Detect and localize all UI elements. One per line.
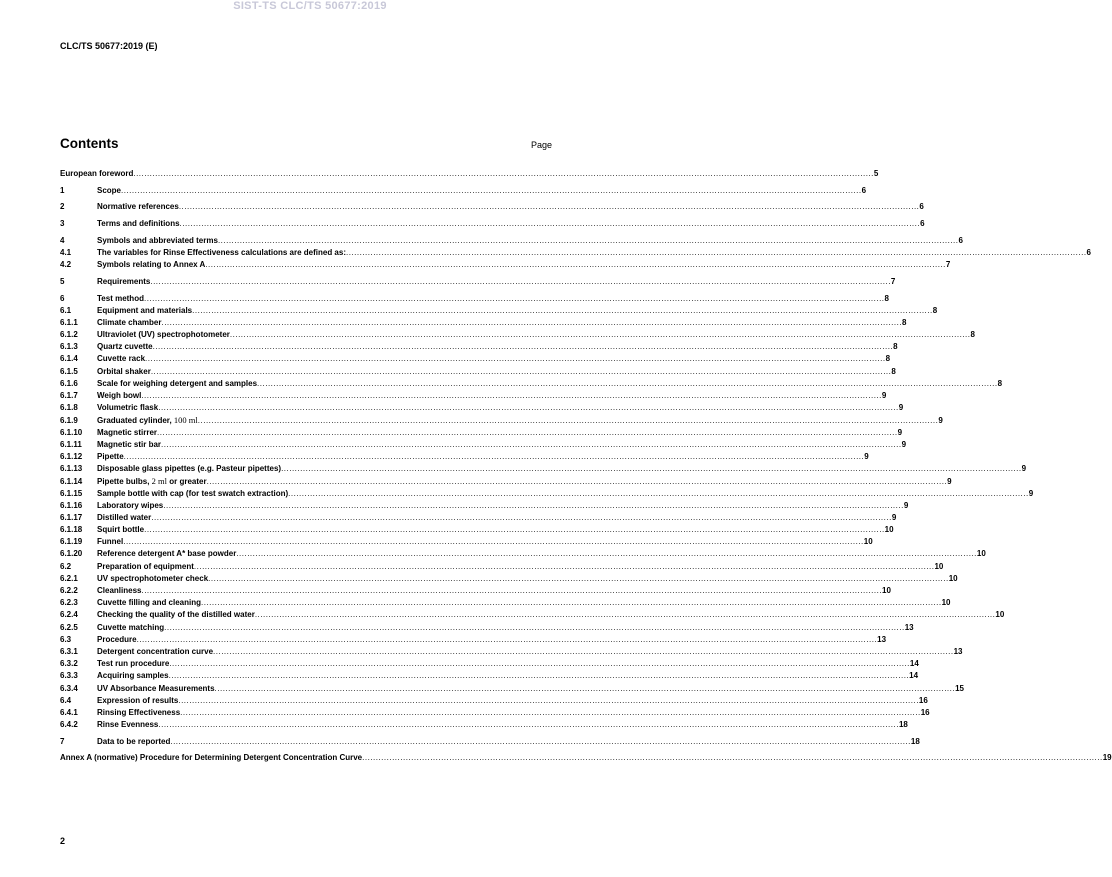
toc-entry-title (97, 293, 144, 305)
toc-entry-number: 6.4.2 (60, 720, 78, 730)
toc-entry-title-text: Reference detergent A* base powder (97, 549, 237, 559)
toc-entry-page: 8 (970, 330, 975, 340)
toc-entry[interactable] (60, 634, 887, 646)
toc-entry[interactable] (60, 218, 925, 230)
toc-entry[interactable] (60, 561, 944, 573)
toc-entry[interactable] (60, 317, 907, 329)
toc-entry[interactable] (60, 390, 887, 402)
toc-entry-number: 6.1.19 (60, 537, 83, 547)
toc-entry-number: 6.4 (60, 695, 72, 705)
toc-entry-number: 6.4.1 (60, 707, 78, 717)
toc-entry-title (97, 378, 257, 390)
watermark: SIST-TS CLC/TS 50677:2019 (233, 0, 387, 12)
toc-entry-title (97, 427, 157, 439)
toc-entry-page: 13 (953, 646, 963, 656)
table-of-contents (60, 168, 1112, 765)
toc-entry-title-text: Scope (97, 185, 122, 195)
toc-entry[interactable] (60, 276, 896, 288)
toc-entry[interactable] (60, 500, 909, 512)
toc-entry-number: 6.1.10 (60, 427, 83, 437)
toc-entry-number: 6.3.3 (60, 671, 78, 681)
page-column-label: Page (531, 140, 553, 150)
toc-entry-title-text: Procedure (97, 634, 137, 644)
toc-entry[interactable] (60, 378, 1003, 390)
toc-entry-page: 10 (995, 610, 1005, 620)
toc-entry-page: 10 (884, 525, 894, 535)
toc-entry-title-text: Orbital shaker (97, 366, 151, 376)
toc-entry[interactable] (60, 488, 1034, 500)
toc-entry-page: 8 (997, 378, 1003, 388)
toc-entry-title (97, 305, 192, 317)
toc-entry-page: 6 (919, 202, 924, 212)
toc-entry-title (97, 634, 137, 646)
toc-entry[interactable] (60, 439, 907, 451)
toc-entry[interactable] (60, 573, 958, 585)
dot-leader (150, 276, 891, 288)
toc-entry[interactable] (60, 305, 938, 317)
dot-leader (180, 707, 921, 719)
toc-entry-page: 16 (920, 707, 930, 717)
toc-entry-page: 10 (882, 586, 891, 595)
toc-entry-title-text: Pipette (97, 451, 124, 461)
toc-entry-title (97, 366, 151, 378)
dot-leader (141, 390, 882, 402)
toc-entry[interactable] (60, 683, 964, 695)
toc-entry-number: 6.2.5 (60, 622, 78, 632)
toc-entry-page: 8 (884, 293, 889, 303)
toc-entry-number: 6.1.18 (60, 525, 83, 535)
toc-entry-number: 6.1.11 (60, 439, 82, 449)
toc-entry-title (97, 548, 236, 560)
toc-entry-number: 6.2.3 (60, 598, 78, 608)
toc-entry-title-text: Rinse Evenness (97, 720, 159, 730)
toc-entry-number: 6.2.1 (60, 573, 78, 583)
toc-entry-number: 4.2 (60, 260, 72, 270)
toc-entry-page: 9 (947, 477, 952, 487)
toc-entry-title (97, 524, 144, 536)
toc-entry-page: 13 (877, 634, 887, 644)
dot-leader (144, 524, 885, 536)
toc-entry-title (97, 317, 161, 329)
dot-leader (180, 218, 921, 230)
toc-entry[interactable] (60, 512, 897, 524)
toc-entry-number: 6.3.2 (60, 659, 78, 669)
dot-leader (169, 670, 910, 682)
toc-entry-page: 10 (976, 549, 986, 559)
toc-entry[interactable] (60, 329, 975, 341)
toc-entry[interactable] (60, 168, 879, 180)
toc-entry-number: 6.1.9 (60, 416, 78, 426)
toc-entry-number: 6.1.14 (60, 477, 83, 487)
toc-entry-number: 6.2.2 (60, 586, 78, 595)
toc-entry[interactable] (60, 402, 904, 414)
toc-entry-number: 1 (60, 185, 65, 195)
toc-entry-page: 9 (891, 512, 897, 522)
toc-entry[interactable] (60, 670, 919, 682)
toc-entry-title (97, 609, 255, 621)
toc-entry-page: 9 (1021, 464, 1027, 474)
toc-entry[interactable] (60, 658, 919, 670)
toc-entry-page: 7 (945, 260, 951, 270)
toc-entry-number: 6 (60, 293, 65, 303)
toc-entry-title (60, 168, 133, 180)
toc-entry-number: 2 (60, 202, 65, 212)
toc-entry-title-text: Preparation of equipment (97, 561, 194, 571)
toc-entry-title-text: Graduated cylinder, (97, 416, 174, 426)
toc-entry-title-text: Magnetic stir bar (97, 439, 162, 449)
dot-leader (124, 451, 865, 463)
toc-entry-number: 6.1.20 (60, 549, 83, 559)
toc-entry-page: 14 (909, 659, 919, 669)
toc-entry-page: 9 (938, 416, 943, 426)
toc-entry-title (97, 488, 288, 500)
toc-entry-page: 19 (1102, 753, 1112, 763)
toc-entry-title-text: Test run procedure (97, 659, 170, 669)
toc-entry-title-text: European foreword (60, 169, 134, 178)
toc-entry-number: 6.1 (60, 305, 72, 315)
toc-entry-number: 6.1.1 (60, 317, 78, 327)
toc-entry-title (97, 670, 169, 682)
toc-entry-title (97, 719, 158, 731)
toc-entry-number: 6.1.7 (60, 391, 78, 400)
toc-entry[interactable] (60, 609, 1005, 621)
dot-leader (145, 353, 886, 365)
dot-leader (141, 585, 882, 597)
toc-entry-title-text: UV spectrophotometer check (97, 573, 209, 583)
dot-leader (169, 658, 910, 670)
toc-entry-title (97, 683, 215, 695)
toc-entry[interactable] (60, 736, 920, 748)
toc-entry-number: 6.2 (60, 561, 72, 571)
toc-entry[interactable] (60, 353, 891, 365)
toc-entry-title (97, 259, 205, 271)
toc-entry-title (97, 218, 180, 230)
toc-entry-page: 8 (891, 366, 896, 376)
toc-entry-page: 6 (958, 235, 963, 245)
toc-entry-page: 10 (863, 537, 873, 547)
toc-entry-title (97, 585, 141, 597)
toc-entry-title-text: Cleanliness (97, 586, 142, 595)
toc-entry-page: 8 (902, 317, 907, 327)
toc-entry[interactable] (60, 259, 951, 271)
toc-entry-title-text: Acquiring samples (97, 671, 169, 681)
toc-entry-title (60, 752, 362, 764)
dot-leader (257, 378, 998, 390)
toc-entry-title (97, 658, 169, 670)
toc-entry-page: 8 (893, 342, 898, 352)
toc-entry-number: 6.1.2 (60, 330, 78, 340)
toc-entry-number: 6.3 (60, 634, 72, 644)
page-number: 2 (60, 836, 66, 846)
dot-leader (218, 235, 959, 247)
dot-leader (137, 634, 878, 646)
dot-leader (163, 500, 904, 512)
toc-entry[interactable] (60, 366, 896, 378)
toc-entry-title-text: Test method (97, 293, 144, 303)
toc-entry-page: 9 (1028, 488, 1034, 498)
toc-entry-page: 9 (864, 451, 869, 461)
dot-leader (144, 293, 885, 305)
page-title: Contents (60, 136, 119, 151)
toc-entry-page: 10 (948, 573, 958, 583)
dot-leader (153, 341, 894, 353)
dot-leader (179, 201, 920, 213)
toc-entry-title-text: Distilled water (97, 512, 152, 522)
toc-entry-title (97, 235, 218, 247)
toc-entry-title (97, 463, 281, 475)
dot-leader (194, 561, 935, 573)
toc-entry-title (97, 573, 208, 585)
toc-entry-page: 7 (890, 276, 896, 286)
toc-entry-title-text: Checking the quality of the distilled water (97, 610, 255, 620)
toc-entry[interactable] (60, 247, 1091, 259)
toc-entry-title-text: Disposable glass pipettes (e.g. Pasteur pipettes) (97, 464, 282, 474)
dot-leader (178, 695, 919, 707)
toc-entry-number: 6.1.4 (60, 354, 78, 364)
toc-entry[interactable] (60, 752, 1112, 764)
dot-leader (281, 463, 1022, 475)
toc-entry-number: 6.3.4 (60, 683, 78, 693)
dot-leader (161, 317, 902, 329)
dot-leader (158, 402, 899, 414)
toc-entry-title-text: Funnel (97, 537, 124, 547)
toc-entry-page: 5 (873, 169, 879, 178)
toc-entry[interactable] (60, 201, 924, 213)
toc-entry[interactable] (60, 427, 903, 439)
toc-entry-title-text: Symbols relating to Annex A (97, 260, 206, 270)
toc-entry[interactable] (60, 646, 963, 658)
toc-entry-number: 4 (60, 235, 65, 245)
toc-entry-title-text: Scale for weighing detergent and samples (97, 378, 258, 388)
dot-leader (151, 512, 892, 524)
toc-entry-number: 6.2.4 (60, 610, 78, 620)
toc-entry-title (97, 402, 158, 414)
toc-entry-title-text: Weigh bowl (97, 391, 142, 400)
toc-entry-title (97, 561, 194, 573)
toc-entry-title (97, 512, 151, 524)
toc-entry-title-unit: 100 ml (173, 415, 198, 426)
dot-leader (158, 719, 899, 731)
toc-entry-number: 6.1.3 (60, 342, 78, 352)
toc-entry-number: 3 (60, 219, 65, 229)
toc-entry-title-text: Laboratory wipes (97, 500, 164, 510)
dot-leader (236, 548, 977, 560)
toc-entry-page: 9 (897, 427, 903, 437)
toc-entry-title-text: Volumetric flask (97, 403, 159, 413)
toc-entry-title-text: Requirements (97, 276, 151, 286)
toc-entry-title-text: Squirt bottle (97, 525, 145, 535)
dot-leader (157, 427, 898, 439)
dot-leader (288, 488, 1029, 500)
dot-leader (151, 366, 892, 378)
toc-entry-title-text: Rinsing Effectiveness (97, 707, 181, 717)
dot-leader (170, 736, 911, 748)
toc-entry-title (97, 622, 164, 634)
toc-entry-title (97, 201, 179, 213)
toc-entry-title-text: Cuvette filling and cleaning (97, 598, 202, 608)
toc-entry-number: 6.3.1 (60, 646, 78, 656)
toc-entry-page: 6 (861, 185, 867, 195)
toc-entry-number: 5 (60, 276, 65, 286)
toc-entry-title (97, 536, 123, 548)
toc-entry-number: 6.1.6 (60, 378, 78, 388)
toc-entry-title-text: Expression of results (97, 695, 179, 705)
toc-entry-page: 14 (909, 671, 919, 681)
toc-entry-title (97, 247, 346, 259)
toc-entry-title-text: Terms and definitions (97, 219, 180, 229)
dot-leader (230, 329, 971, 341)
toc-entry-title-text: Pipette bulbs, (97, 477, 152, 487)
toc-entry-title-text: Annex A (normative) Procedure for Determining Detergent Concentration Curve (60, 753, 363, 763)
toc-entry[interactable] (60, 536, 873, 548)
toc-entry[interactable] (60, 185, 867, 197)
toc-entry-page: 9 (881, 391, 887, 400)
toc-entry-title-unit: 2 ml (151, 476, 168, 487)
toc-entry[interactable] (60, 475, 952, 487)
toc-entry-number: 7 (60, 736, 65, 746)
toc-entry[interactable] (60, 414, 943, 426)
dot-leader (192, 305, 933, 317)
dot-leader (346, 247, 1087, 259)
toc-entry[interactable] (60, 524, 894, 536)
toc-entry-page: 6 (1086, 247, 1091, 257)
toc-entry-title-text: Ultraviolet (UV) spectrophotometer (97, 330, 230, 340)
toc-entry-number: 6.1.12 (60, 451, 83, 461)
toc-entry[interactable] (60, 341, 898, 353)
toc-entry-number: 6.1.17 (60, 512, 83, 522)
toc-entry-title (97, 646, 213, 658)
toc-entry-title-text: Quartz cuvette (97, 342, 153, 352)
toc-entry-title-text: Detergent concentration curve (97, 646, 214, 656)
dot-leader (205, 259, 946, 271)
toc-entry-page: 10 (934, 561, 944, 571)
toc-entry[interactable] (60, 235, 963, 247)
toc-entry-number: 6.1.8 (60, 403, 78, 413)
toc-entry[interactable] (60, 451, 869, 463)
toc-entry-page: 10 (941, 598, 951, 608)
toc-entry[interactable] (60, 293, 889, 305)
toc-entry[interactable] (60, 597, 951, 609)
toc-entry-title (97, 276, 150, 288)
toc-entry-page: 18 (910, 736, 920, 746)
dot-leader (213, 646, 954, 658)
toc-entry-title-text: The variables for Rinse Effectiveness calculations are defined as: (97, 247, 346, 257)
toc-entry-title-text: Data to be reported (97, 736, 171, 746)
toc-entry-title-suffix: or greater (167, 477, 207, 487)
dot-leader (255, 609, 996, 621)
toc-entry-number: 6.1.15 (60, 488, 83, 498)
toc-entry[interactable] (60, 548, 986, 560)
toc-entry-title-text: Cuvette rack (97, 354, 146, 364)
toc-entry-page: 13 (904, 622, 914, 632)
toc-entry-page: 9 (901, 439, 907, 449)
toc-entry-title-text: Normative references (97, 202, 179, 212)
toc-entry-title (97, 341, 153, 353)
toc-entry-title (97, 390, 141, 402)
toc-entry-title (97, 707, 180, 719)
toc-entry[interactable] (60, 695, 928, 707)
dot-leader (161, 439, 902, 451)
toc-entry-page: 9 (903, 500, 909, 510)
toc-entry-title (97, 500, 163, 512)
toc-entry-page: 6 (920, 219, 925, 229)
toc-entry-page: 8 (932, 305, 938, 315)
toc-entry-title (97, 695, 178, 707)
toc-entry[interactable] (60, 585, 891, 597)
toc-entry-page: 18 (898, 720, 908, 730)
dot-leader (215, 683, 956, 695)
toc-entry[interactable] (60, 719, 908, 731)
toc-entry-number: 6.1.13 (60, 464, 83, 474)
toc-entry-page: 15 (955, 683, 964, 693)
toc-entry-page: 16 (918, 695, 928, 705)
dot-leader (362, 752, 1103, 764)
dot-leader (164, 622, 905, 634)
toc-entry-title-text: Sample bottle with cap (for test swatch extraction) (97, 488, 289, 498)
toc-entry[interactable] (60, 622, 914, 634)
dot-leader (208, 573, 949, 585)
toc-entry-title-text: Equipment and materials (97, 305, 193, 315)
toc-entry-page: 9 (898, 403, 904, 413)
toc-entry-title (97, 451, 124, 463)
toc-entry-title (97, 736, 170, 748)
dot-leader (123, 536, 864, 548)
toc-entry-page: 8 (885, 354, 891, 364)
toc-entry-title (97, 329, 230, 341)
toc-entry[interactable] (60, 707, 930, 719)
toc-entry-number: 6.1.16 (60, 500, 83, 510)
toc-entry-title (97, 185, 121, 197)
toc-entry-number: 4.1 (60, 247, 72, 257)
dot-leader (133, 168, 874, 180)
toc-entry-number: 6.1.5 (60, 366, 78, 376)
toc-entry-title (97, 353, 145, 365)
toc-entry[interactable] (60, 463, 1027, 475)
toc-entry-title (97, 439, 161, 451)
toc-entry-title-text: Symbols and abbreviated terms (97, 235, 218, 245)
dot-leader (201, 597, 942, 609)
toc-entry-title-text: UV Absorbance Measurements (97, 683, 215, 693)
toc-entry-title-text: Climate chamber (97, 317, 162, 327)
document-id: CLC/TS 50677:2019 (E) (60, 41, 158, 51)
toc-entry-title-text: Cuvette matching (97, 622, 165, 632)
toc-entry-title-text: Magnetic stirrer (97, 427, 158, 437)
dot-leader (121, 185, 862, 197)
toc-entry-title (97, 597, 201, 609)
